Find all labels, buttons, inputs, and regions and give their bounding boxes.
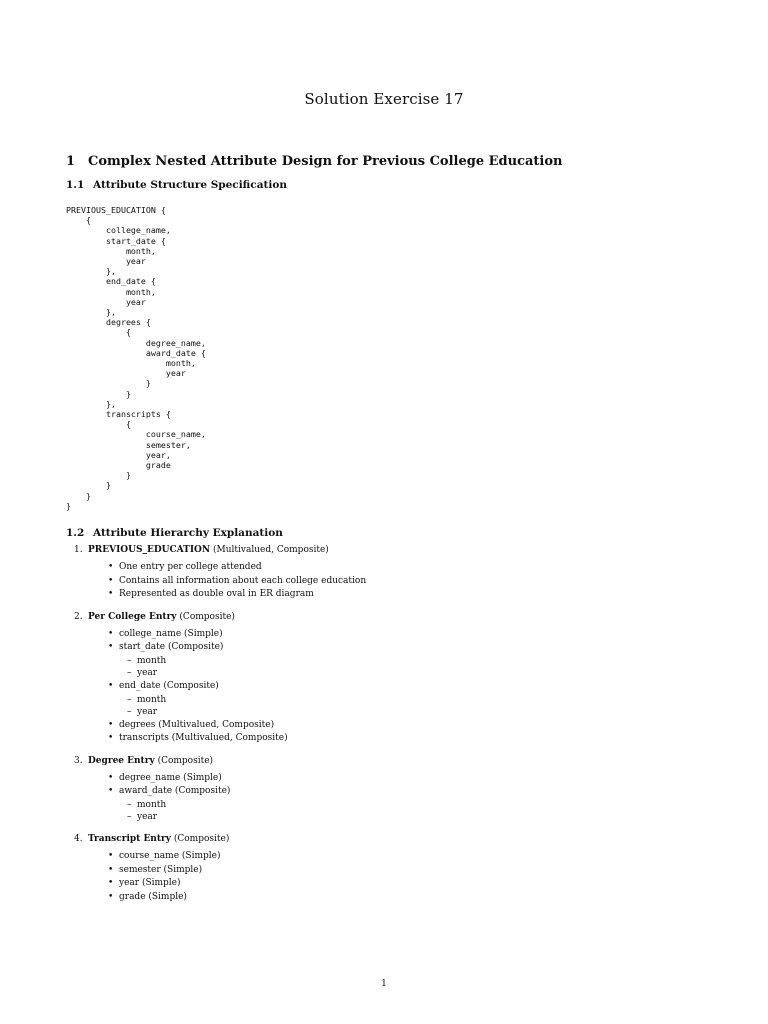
bullet-text: One entry per college attended [119,562,262,572]
list-item [66,832,706,912]
bullet-item [108,588,706,602]
dash-list [127,799,706,824]
bullet-text: course_name (Simple) [119,850,221,861]
section-number: 1 [66,154,76,169]
subsection-number: 1.2 [66,527,85,539]
list-item-name: PREVIOUS_EDUCATION [88,545,211,555]
bullet-text: semester (Simple) [119,864,203,875]
bullet-list [108,561,706,602]
bullet-text: year (Simple) [119,878,181,889]
dash-item: – month [127,694,706,707]
bullet-item [108,877,706,891]
bullet-text: transcripts (Multivalued, Composite) [119,733,288,744]
list-item-desc: (Multivalued, Composite) [213,545,329,555]
hierarchy-list [66,543,706,912]
dash-list [127,655,706,680]
page-number: 1 [381,979,387,989]
list-item [66,543,706,610]
list-item-number: 1. [74,545,83,555]
list-item-heading [88,610,706,624]
subsection-number: 1.1 [66,179,85,191]
bullet-item [108,891,706,905]
bullet-item [108,864,706,878]
list-gap [88,908,706,912]
bullet-text: degree_name (Simple) [119,772,222,783]
list-item-heading [88,754,706,768]
dash-list [127,694,706,719]
bullet-item [108,641,706,680]
list-item-name: Degree Entry [88,755,155,766]
subsection-heading-structure [66,179,287,191]
list-item-name: Per College Entry [88,611,177,622]
subsection-title: Attribute Structure Specification [93,179,287,191]
section-title: Complex Nested Attribute Design for Previous College Education [88,154,563,169]
bullet-item [108,732,706,746]
bullet-text: grade (Simple) [119,891,187,902]
bullet-text: award_date (Composite) [119,786,231,797]
dash-item: – year [127,706,706,719]
bullet-text: degrees (Multivalued, Composite) [119,719,275,730]
list-item-number: 3. [74,755,83,766]
document-title: Solution Exercise 17 [304,90,464,108]
bullet-text: Contains all information about each college education [119,575,367,586]
bullet-text: end_date (Composite) [119,680,219,691]
bullet-text: Represented as double oval in ER diagram [119,589,314,600]
bullet-item [108,680,706,719]
section-heading [66,154,562,169]
bullet-item [108,628,706,642]
dash-item: – year [127,811,706,824]
list-item-heading [88,832,706,846]
bullet-list [108,850,706,904]
list-item-name: Transcript Entry [88,833,171,844]
list-item [66,754,706,832]
bullet-item [108,772,706,786]
bullet-item [108,850,706,864]
list-item-number: 2. [74,611,83,622]
bullet-list [108,628,706,746]
list-item-desc: (Composite) [179,611,235,622]
bullet-item [108,719,706,733]
bullet-text: start_date (Composite) [119,642,224,653]
list-item-number: 4. [74,833,83,844]
dash-item: – month [127,655,706,668]
dash-item: – year [127,667,706,680]
code-block: PREVIOUS_EDUCATION { { college_name, start_date { month, year }, end_date { month, year }, degrees { { degree_name, award_date { month, year } } }, transcripts { { course_name, semester, year, grade } } } } [66,205,206,511]
list-item-heading [88,543,706,557]
list-item [66,610,706,754]
bullet-list [108,772,706,824]
subsection-heading-hierarchy [66,527,283,539]
bullet-item [108,785,706,824]
bullet-text: college_name (Simple) [119,628,223,639]
list-item-desc: (Composite) [157,755,214,766]
dash-item: – month [127,799,706,812]
subsection-title: Attribute Hierarchy Explanation [93,527,283,539]
bullet-item [108,575,706,589]
bullet-item [108,561,706,575]
list-item-desc: (Composite) [173,833,230,844]
